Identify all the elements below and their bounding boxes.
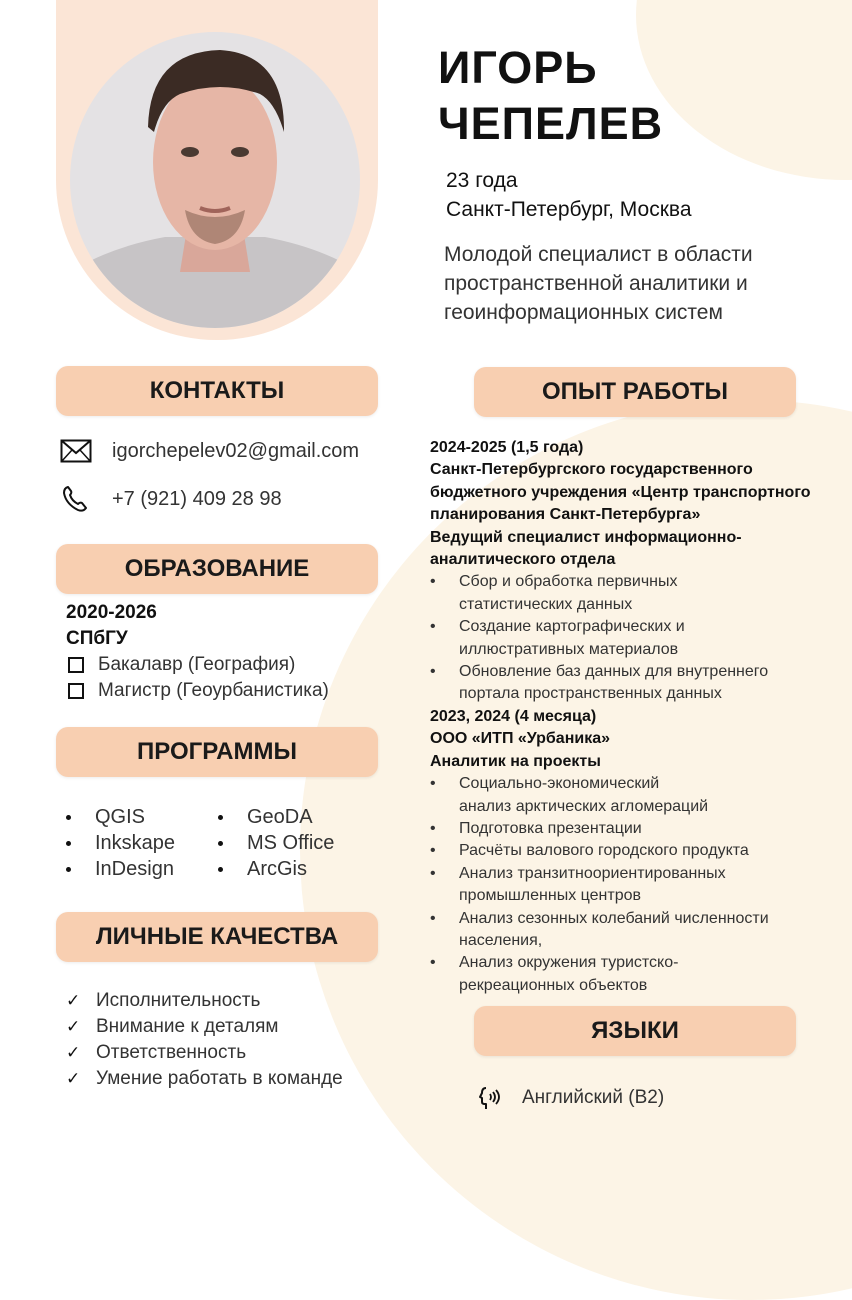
education-heading: ОБРАЗОВАНИЕ bbox=[56, 544, 378, 594]
job-org-line: бюджетного учреждения «Центр транспортного bbox=[430, 483, 811, 501]
language-row bbox=[472, 1082, 664, 1114]
checkbox-icon bbox=[68, 683, 84, 699]
task-line: промышленных центров bbox=[459, 887, 641, 905]
name-last: ЧЕПЕЛЕВ bbox=[438, 98, 664, 149]
task-line: иллюстративных материалов bbox=[459, 640, 679, 658]
bullet-icon bbox=[66, 815, 71, 820]
task-line: • Сбор и обработка первичных bbox=[459, 573, 678, 591]
age: 23 года bbox=[446, 169, 518, 192]
task-item bbox=[430, 952, 842, 997]
education-block bbox=[66, 600, 329, 704]
profile-photo bbox=[70, 32, 360, 328]
job-period: 2024-2025 (1,5 года) bbox=[430, 439, 584, 456]
quality-item bbox=[66, 1040, 343, 1066]
experience-heading: ОПЫТ РАБОТЫ bbox=[474, 367, 796, 417]
program-item bbox=[218, 830, 334, 856]
task-item bbox=[430, 818, 842, 840]
phone-row[interactable] bbox=[60, 485, 282, 513]
mail-icon bbox=[60, 437, 92, 465]
task-item bbox=[430, 571, 842, 616]
languages-heading: ЯЗЫКИ bbox=[474, 1006, 796, 1056]
bullet-icon bbox=[218, 841, 223, 846]
task-item bbox=[430, 840, 842, 862]
summary-line: геоинформационных систем bbox=[444, 301, 723, 324]
decor-circle-top bbox=[636, 0, 852, 180]
contacts-heading: КОНТАКТЫ bbox=[56, 366, 378, 416]
job-org-line: планирования Санкт-Петербурга» bbox=[430, 506, 701, 524]
program-label: InDesign bbox=[95, 858, 174, 880]
program-item bbox=[218, 856, 334, 882]
check-icon: ✓ bbox=[66, 1069, 81, 1089]
job-period: 2023, 2024 (4 месяца) bbox=[430, 707, 597, 725]
programs-col-1 bbox=[66, 804, 175, 882]
task-line: • Социально-экономический bbox=[459, 775, 660, 793]
name-first: ИГОРЬ bbox=[438, 42, 598, 93]
task-line: населения, bbox=[459, 931, 543, 949]
experience-block bbox=[430, 437, 842, 997]
task-line: • Обновление баз данных для внутреннего bbox=[459, 663, 769, 681]
quality-item bbox=[66, 988, 343, 1014]
task-item bbox=[430, 661, 842, 706]
summary-line: пространственной аналитики и bbox=[444, 272, 748, 295]
bullet-icon bbox=[66, 867, 71, 872]
quality-label: Внимание к деталям bbox=[96, 1016, 279, 1037]
task-item bbox=[430, 908, 842, 953]
quality-item bbox=[66, 1066, 343, 1092]
edu-degree bbox=[66, 678, 329, 704]
program-item bbox=[66, 856, 175, 882]
programs-col-2 bbox=[218, 804, 334, 882]
task-line: • Анализ транзитноориентированных bbox=[459, 864, 726, 882]
job-role-line: аналитического отдела bbox=[430, 551, 616, 569]
bullet-icon bbox=[218, 867, 223, 872]
quality-label: Умение работать в команде bbox=[96, 1068, 343, 1089]
task-line: • Анализ окружения туристско- bbox=[459, 954, 679, 972]
task-item bbox=[430, 773, 842, 818]
job-role bbox=[430, 527, 842, 572]
summary-line: Молодой специалист в области bbox=[444, 243, 753, 266]
checkbox-icon bbox=[68, 657, 84, 673]
job-tasks bbox=[430, 571, 842, 705]
speaking-icon bbox=[472, 1082, 504, 1114]
phone-text: +7 (921) 409 28 98 bbox=[112, 487, 282, 510]
job-org-line: Санкт-Петербургского государственного bbox=[430, 461, 753, 479]
program-label: MS Office bbox=[247, 832, 335, 854]
task-item bbox=[430, 616, 842, 661]
task-line: портала пространственных данных bbox=[459, 685, 722, 703]
edu-university: СПбГУ bbox=[66, 628, 128, 649]
phone-icon bbox=[60, 485, 92, 513]
edu-years: 2020-2026 bbox=[66, 602, 157, 623]
task-line: рекреационных объектов bbox=[459, 976, 648, 994]
program-label: GeoDA bbox=[247, 806, 313, 828]
qualities-heading: ЛИЧНЫЕ КАЧЕСТВА bbox=[56, 912, 378, 962]
program-label: QGIS bbox=[95, 806, 146, 828]
cities: Санкт-Петербург, Москва bbox=[446, 198, 692, 221]
job-role-line: Ведущий специалист информационно- bbox=[430, 528, 742, 546]
task-item bbox=[430, 863, 842, 908]
programs-heading: ПРОГРАММЫ bbox=[56, 727, 378, 777]
degree-label: Магистр (Геоурбанистика) bbox=[98, 680, 329, 701]
job-org: ООО «ИТП «Урбаника» bbox=[430, 730, 610, 748]
edu-degree bbox=[66, 652, 329, 678]
email-text: igorchepelev02@gmail.com bbox=[112, 439, 360, 462]
program-label: Inkskape bbox=[95, 832, 176, 854]
program-label: ArcGis bbox=[247, 858, 307, 880]
task-line: статистических данных bbox=[459, 595, 633, 613]
language-label: Английский (B2) bbox=[522, 1087, 665, 1108]
quality-label: Ответственность bbox=[96, 1042, 247, 1063]
degree-label: Бакалавр (География) bbox=[98, 654, 296, 675]
job-org bbox=[430, 459, 842, 526]
task-line: • Расчёты валового городского продукта bbox=[459, 842, 749, 860]
program-item bbox=[66, 804, 175, 830]
task-line: • Создание картографических и bbox=[459, 618, 685, 636]
quality-item bbox=[66, 1014, 343, 1040]
job-role: Аналитик на проекты bbox=[430, 752, 601, 770]
check-icon: ✓ bbox=[66, 991, 81, 1011]
bullet-icon bbox=[218, 815, 223, 820]
email-row[interactable] bbox=[60, 437, 359, 465]
program-item bbox=[66, 830, 175, 856]
task-line: анализ арктических агломераций bbox=[459, 797, 709, 815]
summary bbox=[444, 240, 844, 327]
personal-meta bbox=[446, 166, 692, 224]
full-name bbox=[438, 40, 663, 152]
job-tasks bbox=[430, 773, 842, 997]
task-line: • Подготовка презентации bbox=[459, 819, 642, 837]
bullet-icon bbox=[66, 841, 71, 846]
task-line: • Анализ сезонных колебаний численности bbox=[459, 909, 769, 927]
check-icon: ✓ bbox=[66, 1043, 81, 1063]
quality-label: Исполнительность bbox=[96, 990, 261, 1011]
qualities-list bbox=[66, 988, 343, 1092]
program-item bbox=[218, 804, 334, 830]
check-icon: ✓ bbox=[66, 1017, 81, 1037]
